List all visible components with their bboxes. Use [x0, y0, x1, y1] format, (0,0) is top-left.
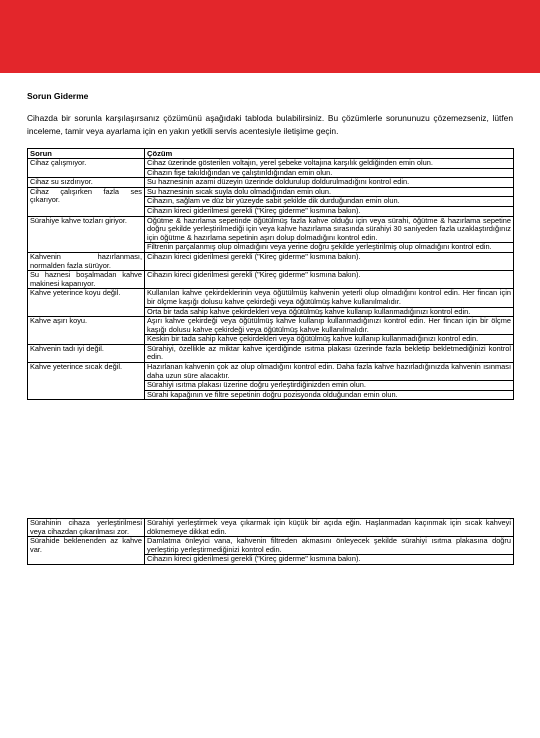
table-row: [28, 289, 514, 307]
solution-cell: Sürahiyi yerleştirmek veya çıkarmak için küçük bir açıda eğin. Haşlanmadan kaçınmak için sıcak kahveyi dökmemeye dikkat edin.: [145, 519, 514, 537]
solution-cell: Su haznesinin azami düzeyin üzerinde doldurulup doldurulmadığını kontrol edin.: [145, 178, 514, 188]
problem-cell: Sürahinin cihaza yerleştirilmesi veya cihazdan çıkarılması zor.: [28, 519, 145, 537]
solution-cell: Cihaz üzerinde gösterilen voltajın, yerel şebeke voltajına karşılık geldiğinden emin olun.: [145, 159, 514, 169]
solution-cell: Cihazın fişe takıldığından ve çalıştırıldığından emin olun.: [145, 168, 514, 178]
problem-cell: Kahvenin hazırlanması, normalden fazla sürüyor.: [28, 252, 145, 270]
solution-cell: Sürahiyi ısıtma plakası üzerine doğru yerleştirdiğinizden emin olun.: [145, 381, 514, 391]
table-row: [28, 271, 514, 289]
table-header-row: [28, 149, 514, 159]
table-row: [28, 519, 514, 537]
solution-cell: Sürahi kapağının ve filtre sepetinin doğru pozisyonda olduğundan emin olun.: [145, 390, 514, 400]
solution-cell: Filtrenin parçalanmış olup olmadığını veya yerine doğru şekilde yerleştirilmiş olup olmadığını kontrol edin.: [145, 243, 514, 253]
troubleshooting-table-continued: [27, 518, 514, 565]
solution-cell: Damlatma önleyici vana, kahvenin filtreden akmasını önleyecek şekilde sürahiyi ısıtma plakasına doğru yerleştirip yerleştirmediğinizi kontrol edin.: [145, 537, 514, 555]
solution-cell: Cihazın kireci giderilmesi gerekli ("Kireç giderme" kısmına bakın).: [145, 271, 514, 289]
column-header-problem: Sorun: [28, 149, 145, 159]
problem-cell: Sürahiye kahve tozları giriyor.: [28, 216, 145, 252]
table-row: [28, 187, 514, 197]
problem-cell: Kahve aşırı koyu.: [28, 317, 145, 345]
solution-cell: Su haznesinin sıcak suyla dolu olmadığından emin olun.: [145, 187, 514, 197]
problem-cell: Su haznesi boşalmadan kahve makinesi kapanıyor.: [28, 271, 145, 289]
problem-cell: Kahvenin tadı iyi değil.: [28, 344, 145, 362]
table-row: [28, 317, 514, 335]
table-row: [28, 216, 514, 243]
solution-cell: Hazırlanan kahvenin çok az olup olmadığını kontrol edin. Daha fazla kahve hazırladığınızda kahvenin ısınması daha uzun süre alacaktır.: [145, 363, 514, 381]
table-row: [28, 159, 514, 169]
troubleshooting-table: [27, 148, 514, 400]
solution-cell: Öğütme & hazırlama sepetinde öğütülmüş fazla kahve olduğu için veya sürahi, öğütme & hazırlama sepetine doğru şekilde yerleştirilmediği için veya kahve hazırlama sırasında sürahiyi 30 saniyeden fazla uzaklaştırdığınız için öğütme & hazırlama sepetinin aşırı dolup dolmadığını kontrol edin.: [145, 216, 514, 243]
solution-cell: Aşırı kahve çekirdeği veya öğütülmüş kahve kullanıp kullanmadığınızı kontrol edin. Her fincan için bir ölçme kaşığı dolusu kahve çekirdeği veya öğütülmüş kahve kullanılmalıdır.: [145, 317, 514, 335]
solution-cell: Sürahiyi, özellikle az miktar kahve içerdiğinde ısıtma plakası üzerinde fazla bekletip bekletmediğinizi kontrol edin.: [145, 344, 514, 362]
solution-cell: Cihazın kireci giderilmesi gerekli ("Kireç giderme" kısmına bakın).: [145, 555, 514, 565]
table-row: [28, 537, 514, 555]
problem-cell: Sürahide beklenenden az kahve var.: [28, 537, 145, 565]
problem-cell: Kahve yeterince sıcak değil.: [28, 363, 145, 400]
table-row: [28, 178, 514, 188]
table-row: [28, 252, 514, 270]
problem-cell: Cihaz su sızdırıyor.: [28, 178, 145, 188]
intro-paragraph: Cihazda bir sorunla karşılaşırsanız çözümünü aşağıdaki tabloda bulabilirsiniz. Bu çözümlerle sorununuzu çözemezseniz, lütfen inceleme, tamir veya ayarlama için en yakın yetkili servis acentesiyle iletişime geçin.: [27, 113, 513, 136]
problem-cell: Cihaz çalışırken fazla ses çıkarıyor.: [28, 187, 145, 216]
header-banner: [0, 0, 540, 73]
table-row: [28, 344, 514, 362]
table-row: [28, 363, 514, 381]
solution-cell: Orta bir tada sahip kahve çekirdekleri veya öğütülmüş kahve kullanıp kullanmadığınızı kontrol edin.: [145, 307, 514, 317]
solution-cell: Kullanılan kahve çekirdeklerinin veya öğütülmüş kahvenin yeterli olup olmadığını kontrol edin. Her fincan için bir ölçme kaşığı dolusu kahve çekirdeği veya öğütülmüş kahve kullanılmalıdır.: [145, 289, 514, 307]
problem-cell: Kahve yeterince koyu değil.: [28, 289, 145, 317]
section-title: Sorun Giderme: [27, 91, 89, 101]
solution-cell: Cihazın, sağlam ve düz bir yüzeyde sabit şekilde dik durduğundan emin olun.: [145, 197, 514, 207]
solution-cell: Cihazın kireci giderilmesi gerekli ("Kireç giderme" kısmına bakın).: [145, 252, 514, 270]
solution-cell: Keskin bir tada sahip kahve çekirdekleri veya öğütülmüş kahve kullanıp kullanmadığınızı kontrol edin.: [145, 335, 514, 345]
column-header-solution: Çözüm: [145, 149, 514, 159]
solution-cell: Cihazın kireci giderilmesi gerekli ("Kireç giderme" kısmına bakın).: [145, 206, 514, 216]
problem-cell: Cihaz çalışmıyor.: [28, 159, 145, 178]
